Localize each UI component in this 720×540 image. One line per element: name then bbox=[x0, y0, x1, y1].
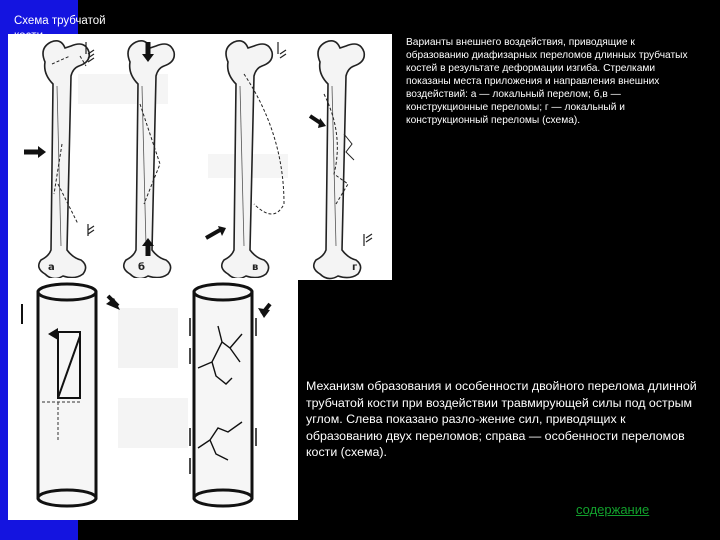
panel-label-b: б bbox=[138, 262, 145, 273]
panel-label-g: г bbox=[352, 262, 358, 273]
top-figure-caption: Варианты внешнего воздействия, приводящие к образованию диафизарных переломов длинных трубчатых костей в результате деформации изгиба. Стрелками показаны места приложения и направления внешних воздействий: а — локальный перелом; б,в — конструкционные переломы; г — локальный и конструкционный переломы (схема). bbox=[406, 37, 688, 126]
contents-link[interactable]: содержание bbox=[576, 502, 650, 517]
double-fracture-figure bbox=[8, 278, 298, 520]
slide-title: Схема трубчатой кости bbox=[14, 15, 106, 42]
panel-label-a: а bbox=[48, 262, 55, 273]
bone-deformation-figure bbox=[8, 34, 392, 280]
panel-label-v: в bbox=[252, 262, 259, 273]
bottom-figure-caption: Механизм образования и особенности двойного перелома длинной трубчатой кости при воздействии травмирующей силы под острым углом. Слева показано разло-жение сил, приводящих к образованию двух переломов; справа — особенности переломов кости (схема). bbox=[306, 379, 697, 460]
